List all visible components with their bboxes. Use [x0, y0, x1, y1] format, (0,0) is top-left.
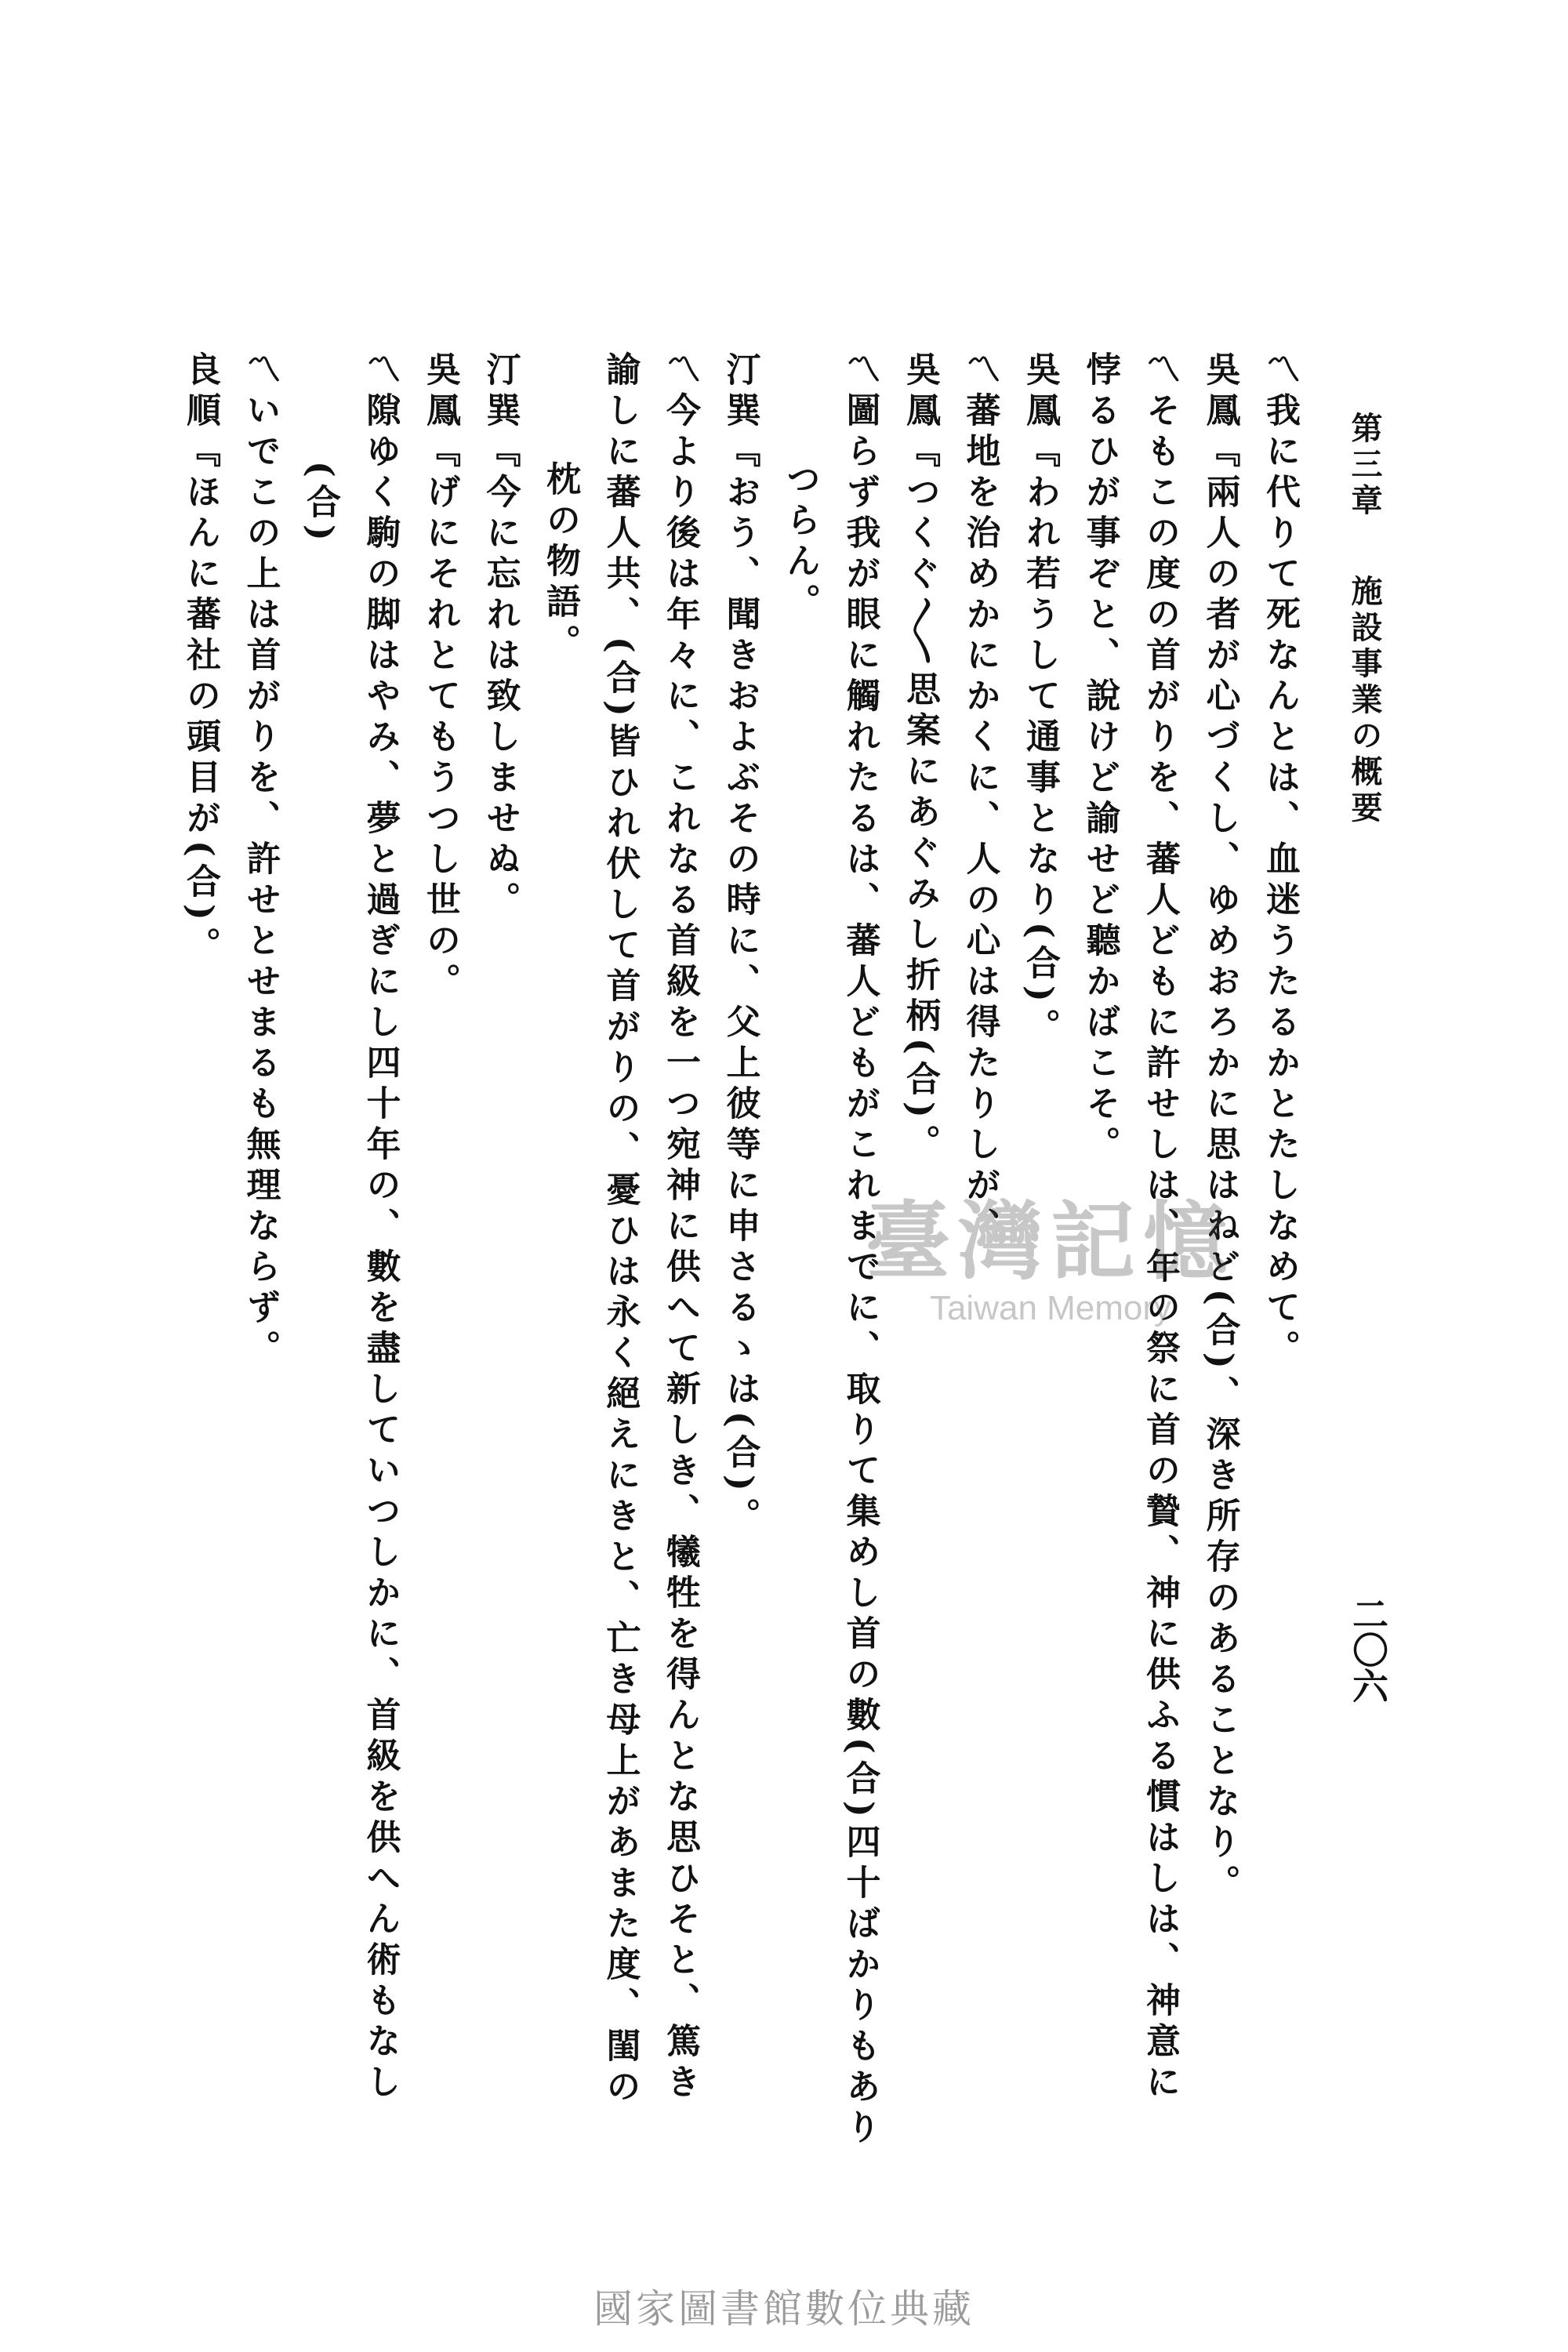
text-line: 〽いでこの上は首がりを、許せとせまるも無理ならず。: [240, 351, 281, 1370]
section-title: 施設事業の概要: [1346, 575, 1383, 827]
text-line: つらん。: [780, 461, 820, 624]
text-line: 〽そもこの度の首がりを、蕃人どもに許せしは、年の祭に首の贄、神に供ふる慣はしは、神意に: [1140, 351, 1180, 2104]
text-line: 吳鳳『げにそれとてもうつし世の。: [420, 351, 460, 1004]
text-line: 悖るひが事ぞと、說けど諭せど聽かばこそ。: [1080, 351, 1120, 1167]
running-header: [1346, 412, 1383, 827]
text-line: 良順『ほんに蕃社の頭目が(合)。: [180, 351, 220, 967]
footer-credit: 國家圖書館數位典藏: [593, 2286, 975, 2332]
page-number: 二〇六: [1347, 1595, 1389, 1704]
text-line: 〽蕃地を治めかにかくに、人の心は得たりしが、: [960, 351, 1000, 1248]
text-line: 諭しに蕃人共、(合)皆ひれ伏して首がりの、憂ひは永く絕えにきと、亡き母上があまた度、閨の: [600, 351, 641, 2109]
text-line: 〽隙ゆく駒の脚はやみ、夢と過ぎにし四十年の、數を盡していつしかに、首級を供へん術もなし: [360, 351, 401, 2104]
chapter-label: 第三章: [1346, 412, 1383, 520]
text-line: 吳鳳『兩人の者が心づくし、ゆめおろかに思はねど(合)、深き所存のあることなり。: [1200, 351, 1240, 1905]
text-line: 吳鳳『つくぐ〳〵思案にあぐみし折柄(合)。: [900, 351, 940, 1165]
text-line: 枕の物語。: [540, 461, 580, 665]
text-line: 汀巽『おう、聞きおよぶその時に、父上彼等に申さるゝは(合)。: [720, 351, 760, 1538]
text-line: (合): [300, 461, 340, 547]
watermark-english: Taiwan Memory: [929, 1289, 1172, 1327]
vertical-text-body: [165, 351, 1309, 2150]
text-line: 吳鳳『われ若うして通事となり(合)。: [1020, 351, 1060, 1049]
text-line: 〽圖らず我が眼に觸れたるは、蕃人どもがこれまでに、取りて集めし首の數(合)四十ばかりもあり: [840, 351, 880, 2150]
watermark-chinese: 臺灣記憶: [865, 1192, 1236, 1291]
text-line: 汀巽『今に忘れは致しませぬ。: [480, 351, 521, 922]
text-line: 〽今より後は年々に、これなる首級を一つ宛神に供へて新しき、犧牲を得んとな思ひそと、篤き: [660, 351, 700, 2104]
text-line: 〽我に代りて死なんとは、血迷うたるかとたしなめて。: [1260, 351, 1300, 1370]
